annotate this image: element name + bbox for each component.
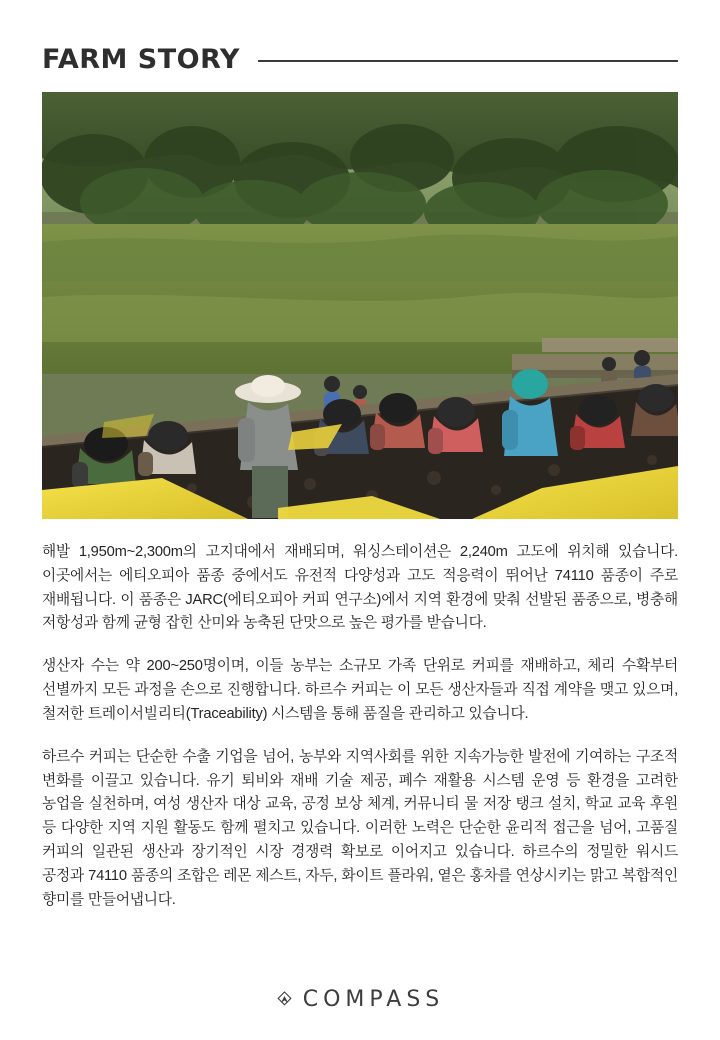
compass-diamond-icon (276, 991, 293, 1008)
body-copy (42, 541, 678, 912)
page-title: FARM STORY (42, 43, 240, 75)
page-footer (0, 987, 720, 1012)
farm-photo-illustration (42, 92, 678, 519)
paragraph-2: 생산자 수는 약 200~250명이며, 이들 농부는 소규모 가족 단위로 커피를 재배하고, 체리 수확부터 선별까지 모든 과정을 손으로 진행합니다. 하르수 커피는 이 모든 생산자들과 직접 계약을 맺고 있으며, 철저한 트레이서빌리티(Traceability) 시스템을 통해 품질을 관리하고 있습니다. (42, 658, 678, 722)
footer-logo: COMPASS (302, 987, 445, 1012)
paragraph-1: 해발 1,950m~2,300m의 고지대에서 재배되며, 워싱스테이션은 2,240m 고도에 위치해 있습니다. 이곳에서는 에티오피아 품종 중에서도 유전적 다양성과 고도 적응력이 뛰어난 74110 품종이 주로 재배됩니다. 이 품종은 JARC(에티오피아 커피 연구소)에서 지역 환경에 맞춰 선발된 품종으로, 병충해 저항성과 함께 균형 잡힌 산미와 농축된 단맛으로 높은 평가를 받습니다. (42, 544, 678, 632)
page-header (42, 0, 678, 92)
farm-photo (42, 92, 678, 519)
paragraph-3: 하르수 커피는 단순한 수출 기업을 넘어, 농부와 지역사회를 위한 지속가능한 발전에 기여하는 구조적 변화를 이끌고 있습니다. 유기 퇴비와 재배 기술 제공, 폐수 재활용 시스템 운영 등 환경을 고려한 농업을 실천하며, 여성 생산자 대상 교육, 공정 보상 체계, 커뮤니티 물 저장 탱크 설치, 학교 교육 후원 등 다양한 지역 지원 활동도 함께 펼치고 있습니다. 이러한 노력은 단순한 윤리적 접근을 넘어, 고품질 커피의 일관된 생산과 장기적인 시장 경쟁력 확보로 이어지고 있습니다. 하르수의 정밀한 워시드 공정과 74110 품종의 조합은 레몬 제스트, 자두, 화이트 플라워, 옅은 홍차를 연상시키는 맑고 복합적인 향미를 만들어냅니다. (42, 748, 678, 908)
header-divider (258, 60, 678, 62)
